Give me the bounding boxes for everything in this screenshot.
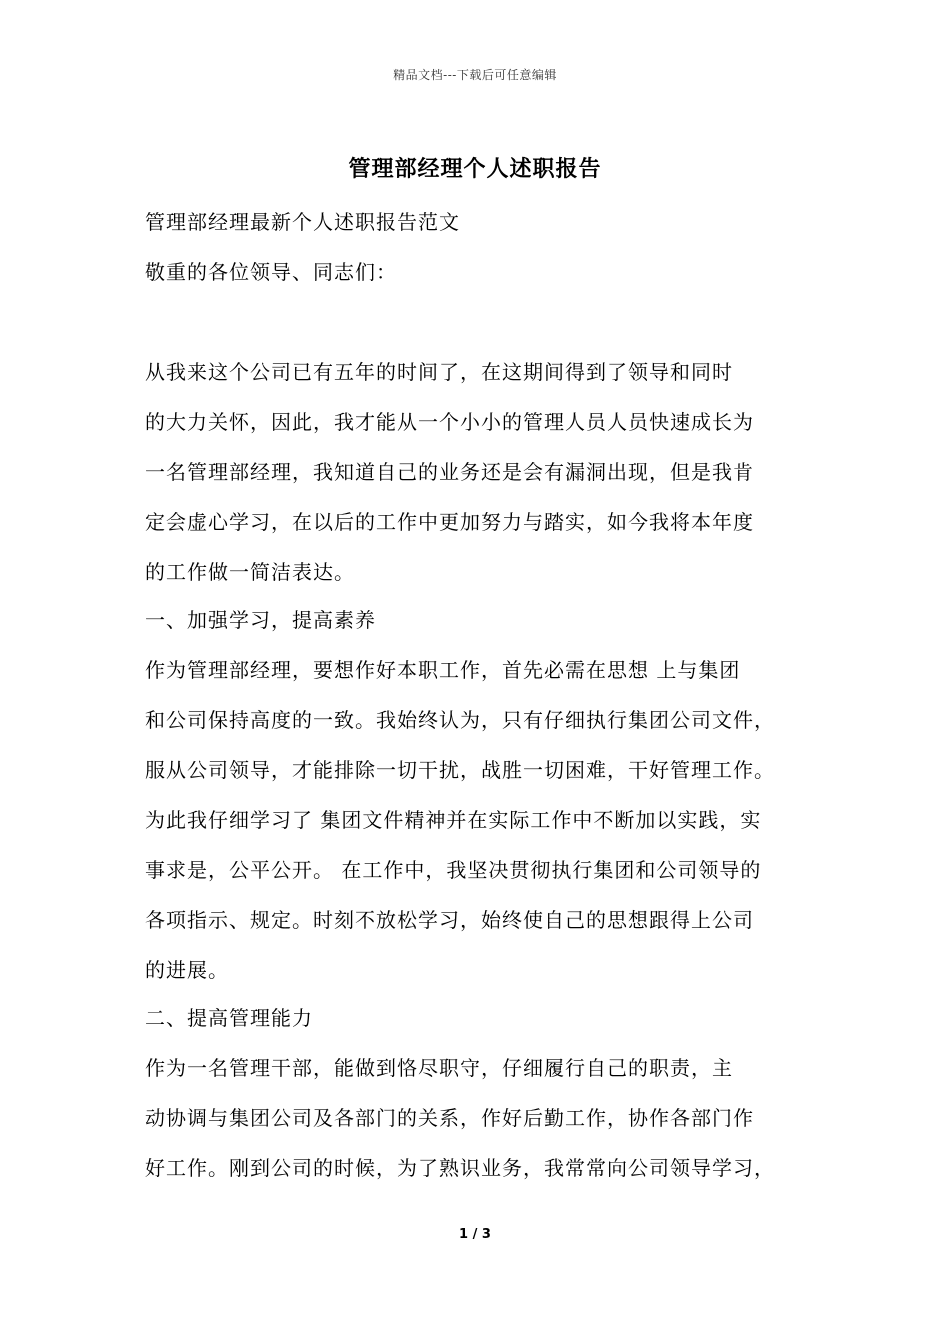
body-line: 服从公司领导，才能排除一切干扰，战胜一切困难，干好管理工作。 <box>145 758 775 782</box>
body-line: 和公司保持高度的一致。我始终认为，只有仔细执行集团公司文件， <box>145 708 775 732</box>
body-line: 一名管理部经理，我知道自己的业务还是会有漏洞出现，但是我肯 <box>145 460 754 484</box>
body-line: 作为管理部经理，要想作好本职工作，首先必需在思想 上与集团 <box>145 658 741 682</box>
body-line: 定会虚心学习，在以后的工作中更加努力与踏实，如今我将本年度 <box>145 510 754 534</box>
body-line: 的进展。 <box>145 958 229 982</box>
body-line: 事求是，公平公开。 在工作中，我坚决贯彻执行集团和公司领导的 <box>145 858 762 882</box>
body-line: 的大力关怀，因此，我才能从一个小小的管理人员人员快速成长为 <box>145 410 754 434</box>
salutation-line: 敬重的各位领导、同志们： <box>145 260 397 284</box>
body-line: 好工作。刚到公司的时候，为了熟识业务，我常常向公司领导学习， <box>145 1156 775 1180</box>
body-line: 作为一名管理干部，能做到恪尽职守，仔细履行自己的职责，主 <box>145 1056 733 1080</box>
page-header: 精品文档---下载后可任意编辑 <box>393 68 557 82</box>
body-line: 从我来这个公司已有五年的时间了，在这期间得到了领导和同时 <box>145 360 733 384</box>
page-number: 1 / 3 <box>459 1227 491 1242</box>
section-heading: 一、加强学习，提高素养 <box>145 608 376 632</box>
section-heading: 二、提高管理能力 <box>145 1006 313 1030</box>
body-line: 的工作做一简洁表达。 <box>145 560 355 584</box>
subtitle-line: 管理部经理最新个人述职报告范文 <box>145 210 460 234</box>
body-line: 动协调与集团公司及各部门的关系，作好后勤工作，协作各部门作 <box>145 1106 754 1130</box>
body-line: 为此我仔细学习了 集团文件精神并在实际工作中不断加以实践，实 <box>145 808 762 832</box>
document-title: 管理部经理个人述职报告 <box>348 156 602 182</box>
body-line: 各项指示、规定。时刻不放松学习，始终使自己的思想跟得上公司 <box>145 908 754 932</box>
